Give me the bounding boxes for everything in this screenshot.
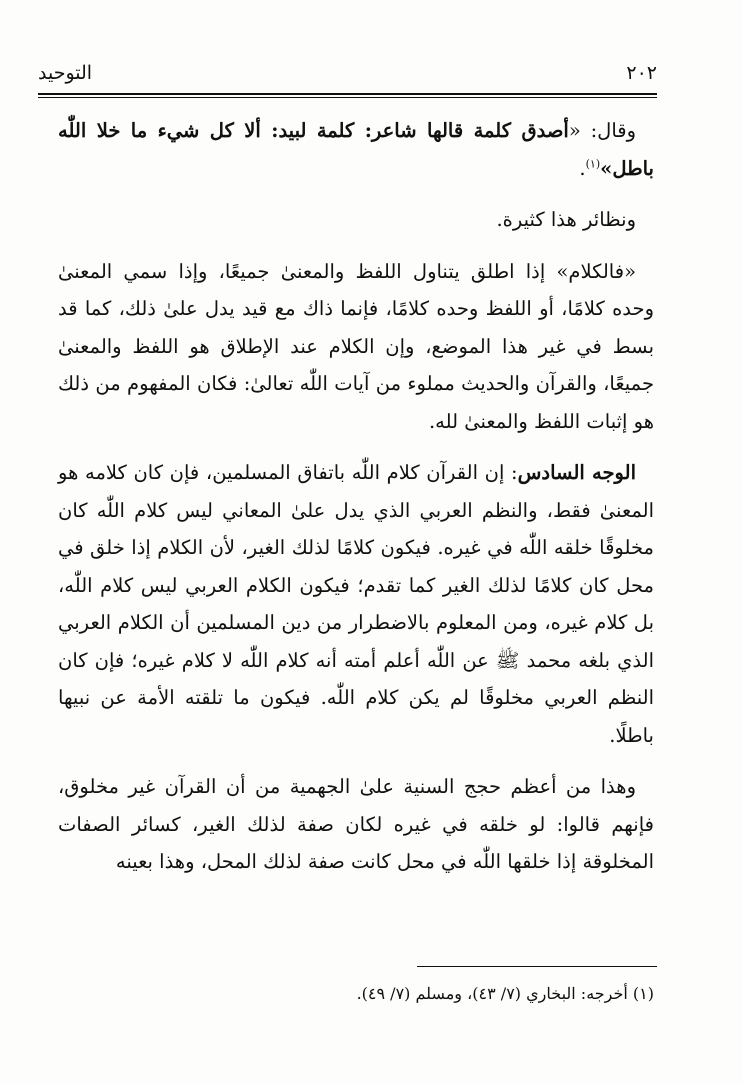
paragraph: «فالكلام» إذا اطلق يتناول اللفظ والمعنىٰ جميعًا، وإذا سمي المعنىٰ وحده كلامًا، أو اللفظ وحده كلامًا، فإنما ذاك مع قيد يدل علىٰ ذلك، كما قد بسط في غير هذا الموضع، وإن الكلام عند الإطلاق هو اللفظ والمعنىٰ جميعًا، والقرآن والحديث مملوء من آيات اللّٰه تعالىٰ: فكان المفهوم من ذلك هو إثبات اللفظ والمعنىٰ لله.	[58, 259, 654, 433]
header-rule-thin	[38, 97, 657, 98]
footnote: (١) أخرجه: البخاري (٧/ ٤٣)، ومسلم (٧/ ٤٩).	[356, 984, 654, 1003]
chapter-title: التوحيد	[38, 62, 93, 84]
quote-intro: وقال: «	[568, 119, 636, 142]
footnote-rule	[417, 966, 657, 967]
paragraph: وهذا من أعظم حجج السنية علىٰ الجهمية من أن القرآن غير مخلوق، فإنهم قالوا: لو خلقه في غيره لكان صفة لذلك الغير، كسائر الصفات المخلوقة إذا خلقها اللّٰه في محل كانت صفة لذلك المحل، وهذا بعينه	[58, 775, 654, 873]
paragraph	[58, 112, 654, 187]
main-text	[58, 112, 654, 895]
paragraph: ونظائر هذا كثيرة.	[496, 208, 636, 231]
quote-bold: أصدق كلمة قالها شاعر: كلمة لبيد: ألا كل شيء ما خلا اللّٰه باطل»	[58, 119, 654, 180]
section-heading: الوجه السادس	[517, 461, 636, 484]
header-rule	[38, 93, 657, 95]
quote-end: .	[579, 156, 586, 180]
paragraph-text: : إن القرآن كلام اللّٰه باتفاق المسلمين، فإن كان كلامه هو المعنىٰ فقط، والنظم العربي الذي يدل علىٰ المعاني ليس كلام اللّٰه كان مخلوقًا خلقه اللّٰه في غيره. فيكون كلامًا لذلك الغير، لأن الكلام إذا خلق في محل كان كلامًا لذلك الغير كما تقدم؛ فيكون الكلام العربي ليس كلام اللّٰه، بل كلام غيره، ومن المعلوم بالاضطرار من دين المسلمين أن الكلام العربي الذي بلغه محمد ﷺ عن اللّٰه أعلم أمته أنه كلام اللّٰه لا كلام غيره؛ فإن كان النظم العربي مخلوقًا لم يكن كلام اللّٰه. فيكون ما تلقته الأمة عن نبيها باطلًا.	[58, 461, 654, 747]
page-number: ٢٠٢	[626, 62, 657, 84]
footnote-ref[interactable]: (١)	[585, 157, 601, 170]
running-header	[38, 58, 657, 88]
paragraph	[58, 454, 654, 754]
